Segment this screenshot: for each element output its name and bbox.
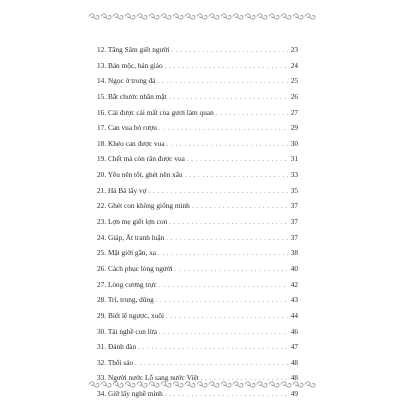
toc-entry-number: 16.: [97, 107, 107, 117]
scroll-motif: [137, 14, 147, 19]
scroll-motif: [149, 14, 159, 19]
scroll-motif: [173, 14, 183, 19]
toc-entry: [97, 198, 298, 214]
toc-page-number: 37: [290, 217, 298, 227]
dot-leader: [175, 262, 288, 278]
toc-entry-number: 19.: [97, 154, 107, 164]
toc-entry-text: Người nước Lỗ sang nước Việt: [107, 373, 199, 383]
toc-page-number: 46: [290, 326, 298, 336]
toc-entry-text: Yêu nên tốt, ghét nên xấu: [107, 170, 183, 180]
toc-entry-number: 26.: [97, 263, 107, 273]
toc-page-number: 44: [290, 310, 298, 320]
toc-page-number: 33: [290, 170, 298, 180]
toc-page-number: 37: [290, 232, 298, 242]
toc-entry-text: Bán mộc, bán giảo: [107, 60, 163, 70]
toc-entry-title: [97, 324, 159, 340]
dot-leader: [156, 293, 288, 309]
dot-leader: [171, 43, 288, 59]
bottom-ornament-border: [88, 380, 316, 389]
toc-entry: [97, 73, 298, 89]
scroll-motif: [125, 382, 135, 387]
toc-entry-number: 21.: [97, 185, 107, 195]
toc-entry-number: 25.: [97, 248, 107, 258]
toc-entry: [97, 120, 298, 136]
dot-leader: [169, 215, 288, 231]
scroll-motif: [173, 382, 183, 387]
toc-page-number: 38: [290, 248, 298, 258]
toc-entry-title: [97, 183, 148, 199]
dot-leader: [187, 152, 288, 168]
toc-entry-text: Thổi sáo: [107, 357, 134, 367]
toc-entry-number: 32.: [97, 357, 107, 367]
dot-leader: [166, 309, 288, 325]
scroll-motif: [89, 14, 99, 19]
toc-entry-title: [97, 167, 185, 183]
toc-page-number: 26: [290, 91, 298, 101]
toc-entry-title: [97, 105, 216, 121]
toc-page-number: 42: [290, 279, 298, 289]
toc-entry-text: Can vua bỏ rượu: [107, 123, 157, 133]
toc-entry-number: 24.: [97, 232, 107, 242]
toc-entry: [97, 324, 298, 340]
scroll-motif: [257, 382, 267, 387]
toc-entry-number: 33.: [97, 373, 107, 383]
toc-entry-text: Biết lẽ ngược, xuôi: [107, 310, 164, 320]
toc-entry-text: Hà Bá lấy vợ: [107, 185, 147, 195]
toc-entry-number: 29.: [97, 310, 107, 320]
scroll-motif: [101, 382, 111, 387]
toc-entry-text: Tài nghề con lừa: [107, 326, 157, 336]
top-ornament-border: [88, 12, 316, 21]
scroll-motif: [185, 382, 195, 387]
dot-leader: [159, 121, 288, 137]
toc-entry-title: [97, 230, 166, 246]
toc-entry: [97, 105, 298, 121]
toc-page-number: 35: [290, 185, 298, 195]
scroll-motif: [245, 14, 255, 19]
toc-entry-title: [97, 339, 138, 355]
scroll-motif: [269, 14, 279, 19]
dot-leader: [185, 168, 288, 184]
toc-entry: [97, 151, 298, 167]
toc-entry: [97, 245, 298, 261]
toc-entry-text: Giáp, Ất tranh luận: [107, 232, 165, 242]
toc-entry-title: [97, 292, 156, 308]
dot-leader: [157, 74, 288, 90]
scroll-motif: [233, 14, 243, 19]
toc-entry: [97, 339, 298, 355]
toc-entry-text: Ngọc ở trong đá: [107, 76, 156, 86]
toc-page-number: 49: [290, 389, 298, 399]
toc-entry: [97, 136, 298, 152]
toc-entry-number: 31.: [97, 342, 107, 352]
toc-entry-number: 22.: [97, 201, 107, 211]
scroll-motif: [137, 382, 147, 387]
scroll-motif: [89, 382, 99, 387]
toc-entry-text: Lòng cương trực: [107, 279, 158, 289]
dot-leader: [148, 184, 288, 200]
toc-entry-text: Chết mà còn răn được vua: [107, 154, 185, 164]
toc-entry-number: 23.: [97, 217, 107, 227]
dot-leader: [166, 231, 288, 247]
toc-page-number: 29: [290, 123, 298, 133]
toc-entry-text: Đánh đàn: [107, 342, 137, 352]
toc-entry-number: 13.: [97, 60, 107, 70]
toc-entry-number: 14.: [97, 76, 107, 86]
toc-page-number: 47: [290, 342, 298, 352]
scroll-motif: [293, 382, 303, 387]
toc-entry-title: [97, 308, 166, 324]
toc-entry-text: Tăng Sâm giết người: [107, 45, 170, 54]
scroll-motif: [113, 14, 123, 19]
dot-leader: [167, 137, 288, 153]
scroll-motif: [281, 14, 291, 19]
scroll-ornament-icon: [88, 380, 316, 389]
scroll-motif: [209, 14, 219, 19]
scroll-motif: [197, 14, 207, 19]
toc-entry-number: 20.: [97, 170, 107, 180]
toc-entry-number: 18.: [97, 138, 107, 148]
toc-entry-text: Cách phục lòng người: [107, 263, 173, 273]
scroll-motif: [281, 382, 291, 387]
scroll-motif: [161, 14, 171, 19]
scroll-motif: [113, 382, 123, 387]
toc-entry-title: [97, 120, 159, 136]
scroll-motif: [209, 382, 219, 387]
toc-entry-text: Cái được cái mất của gươi làm quan: [107, 107, 214, 117]
toc-entry: [97, 292, 298, 308]
scroll-motif: [221, 382, 231, 387]
scroll-motif: [197, 382, 207, 387]
scroll-motif: [293, 14, 303, 19]
toc-entry: [97, 230, 298, 246]
toc-entry-title: [97, 245, 158, 261]
toc-entry-number: 30.: [97, 326, 107, 336]
scroll-motif: [305, 14, 315, 19]
dot-leader: [158, 246, 288, 262]
toc-entry-title: [97, 261, 175, 277]
toc-page-number: 24: [290, 60, 298, 70]
toc-entry-title: [97, 277, 159, 293]
scroll-ornament-icon: [88, 12, 316, 21]
toc-entry-text: Giữ lấy nghề mình: [107, 389, 163, 399]
toc-entry-title: [97, 355, 135, 371]
toc-page-number: 37: [290, 201, 298, 211]
toc-page-number: 23: [290, 45, 298, 54]
dot-leader: [135, 356, 288, 372]
dot-leader: [165, 387, 288, 400]
toc-entry-number: 15.: [97, 91, 107, 101]
toc-page-number: 40: [290, 263, 298, 273]
scroll-motif: [125, 14, 135, 19]
toc-page-number: 30: [290, 138, 298, 148]
toc-entry: [97, 355, 298, 371]
toc-entry-number: 28.: [97, 295, 107, 305]
dot-leader: [159, 325, 288, 341]
toc-entry-text: Trí, trung, dũng: [107, 295, 154, 305]
scroll-motif: [149, 382, 159, 387]
dot-leader: [216, 106, 288, 122]
toc-entry: [97, 308, 298, 324]
toc-entry-title: [97, 151, 187, 167]
toc-page-number: 25: [290, 76, 298, 86]
toc-page-number: 48: [290, 357, 298, 367]
toc-page-number: 31: [290, 154, 298, 164]
toc-entry: [97, 89, 298, 105]
dot-leader: [165, 59, 288, 75]
toc-page-number: 48: [290, 373, 298, 383]
scroll-motif: [221, 14, 231, 19]
toc-entry-title: [97, 89, 169, 105]
toc-entry: [97, 277, 298, 293]
scroll-motif: [233, 382, 243, 387]
toc-page-number: 43: [290, 295, 298, 305]
dot-leader: [192, 199, 288, 215]
toc-entry-text: Lợn mẹ giết lợn con: [107, 217, 168, 227]
toc-entry: [97, 261, 298, 277]
toc-entry-title: [97, 73, 157, 89]
toc-entry-title: [97, 214, 169, 230]
scroll-motif: [101, 14, 111, 19]
toc-entry-number: 27.: [97, 279, 107, 289]
toc-entry-number: 34.: [97, 389, 107, 399]
toc-entry-number: 12.: [97, 45, 107, 54]
toc-entry-number: 17.: [97, 123, 107, 133]
toc-entry-title: [97, 42, 171, 58]
toc-entry: [97, 183, 298, 199]
toc-entry-title: [97, 198, 192, 214]
toc-entry-text: Mặt giời gần, xa: [107, 248, 156, 258]
toc-entry: [97, 167, 298, 183]
dot-leader: [138, 340, 288, 356]
toc-entry: [97, 42, 298, 58]
toc-entry: [97, 214, 298, 230]
toc-entry-text: Ghét con không giống mình: [107, 201, 190, 211]
dot-leader: [159, 278, 288, 294]
scroll-motif: [161, 382, 171, 387]
toc-page-number: 27: [290, 107, 298, 117]
scroll-motif: [305, 382, 315, 387]
scroll-motif: [269, 382, 279, 387]
toc-entry: [97, 58, 298, 74]
toc-entry-title: [97, 136, 167, 152]
scroll-motif: [245, 382, 255, 387]
toc-entry-text: Bắt chước nhăn mặt: [107, 91, 167, 101]
table-of-contents: [97, 42, 298, 400]
dot-leader: [169, 90, 288, 106]
toc-entry-title: [97, 58, 165, 74]
toc-entry-text: Khéo can được vua: [107, 138, 165, 148]
scroll-motif: [185, 14, 195, 19]
scroll-motif: [257, 14, 267, 19]
